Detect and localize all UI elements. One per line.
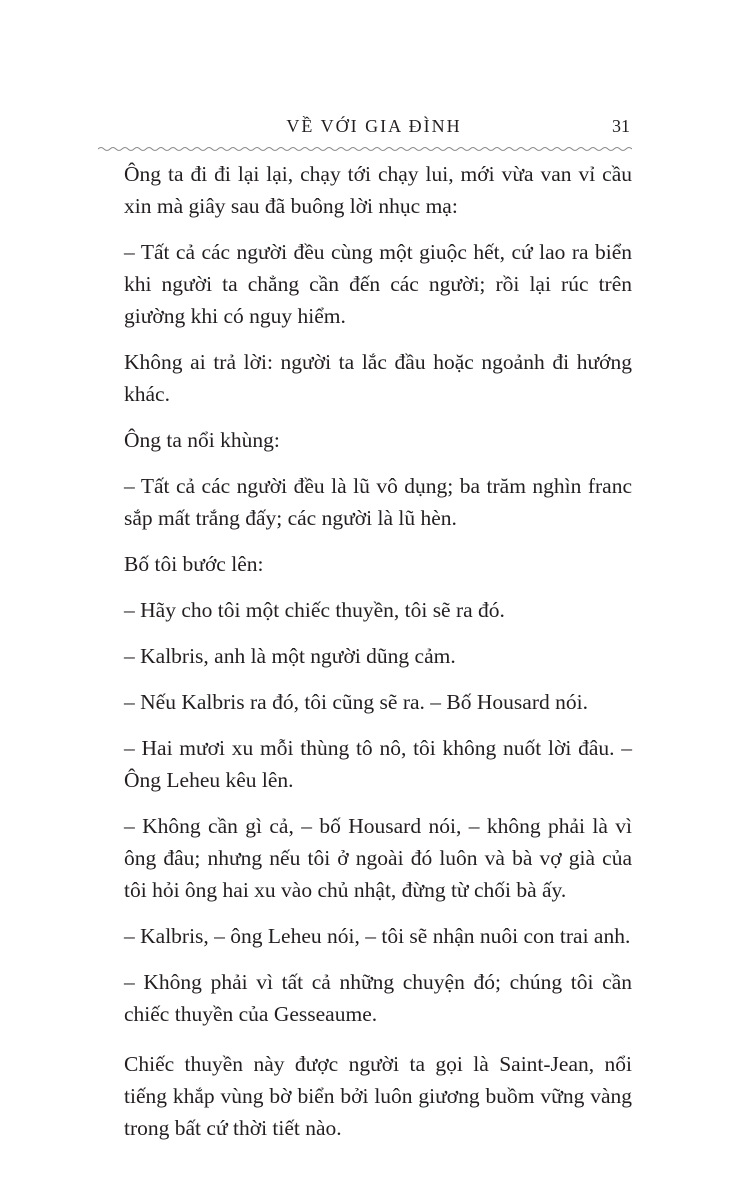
page-number: 31	[612, 116, 630, 136]
wavy-divider	[98, 145, 632, 153]
paragraph: Không ai trả lời: người ta lắc đầu hoặc ngoảnh đi hướng khác.	[124, 350, 632, 406]
paragraph: Ông ta đi đi lại lại, chạy tới chạy lui, mới vừa van vỉ cầu xin mà giây sau đã buông lời nhục mạ:	[124, 162, 632, 218]
paragraph: – Hai mươi xu mỗi thùng tô nô, tôi không nuốt lời đâu. – Ông Leheu kêu lên.	[124, 736, 632, 792]
paragraph: – Hãy cho tôi một chiếc thuyền, tôi sẽ ra đó.	[124, 598, 505, 622]
paragraph: Chiếc thuyền này được người ta gọi là Saint-Jean, nổi tiếng khắp vùng bờ biển bởi luôn giương buồm vững vàng trong bất cứ thời tiết nào.	[124, 1052, 632, 1140]
chapter-title: VỀ VỚI GIA ĐÌNH	[286, 116, 462, 136]
paragraph: – Tất cả các người đều là lũ vô dụng; ba trăm nghìn franc sắp mất trắng đấy; các người là lũ hèn.	[124, 474, 632, 530]
paragraph: – Nếu Kalbris ra đó, tôi cũng sẽ ra. – Bố Housard nói.	[124, 690, 588, 714]
paragraph: – Kalbris, anh là một người dũng cảm.	[124, 644, 456, 668]
paragraph: – Tất cả các người đều cùng một giuộc hết, cứ lao ra biển khi người ta chẳng cần đến các người; rồi lại rúc trên giường khi có nguy hiểm.	[124, 240, 632, 328]
paragraph: Ông ta nổi khùng:	[124, 428, 280, 452]
paragraph: – Không phải vì tất cả những chuyện đó; chúng tôi cần chiếc thuyền của Gesseaume.	[124, 970, 632, 1026]
body-text	[124, 158, 632, 1158]
paragraph: – Không cần gì cả, – bố Housard nói, – không phải là vì ông đâu; nhưng nếu tôi ở ngoài đó luôn và bà vợ già của tôi hỏi ông hai xu vào chủ nhật, đừng từ chối bà ấy.	[124, 814, 632, 902]
paragraph: Bố tôi bước lên:	[124, 552, 264, 576]
running-head	[118, 113, 630, 143]
paragraph: – Kalbris, – ông Leheu nói, – tôi sẽ nhận nuôi con trai anh.	[124, 924, 631, 948]
